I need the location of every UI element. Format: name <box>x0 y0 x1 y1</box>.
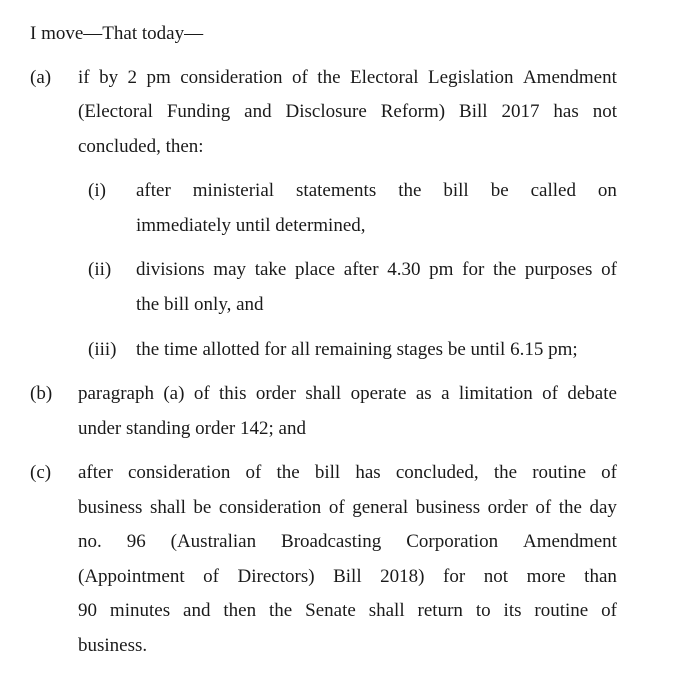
item-b-line-1: paragraph (a) of this order shall operate as a limitation of debate <box>78 383 617 404</box>
item-a-line-1: if by 2 pm consideration of the Electoral Legislation Amendment <box>78 67 617 88</box>
item-c-line-2: business shall be consideration of general business order of the day <box>78 497 617 518</box>
subitem-ii-line-1: divisions may take place after 4.30 pm for the purposes of <box>136 259 617 280</box>
subitem-ii-label: (ii) <box>88 259 112 280</box>
motion-intro: I move—That today— <box>30 23 204 44</box>
item-c-line-4: (Appointment of Directors) Bill 2018) for not more than <box>78 566 617 587</box>
item-a-line-3: concluded, then: <box>78 136 204 157</box>
item-b-line-2: under standing order 142; and <box>78 418 306 439</box>
item-c-label: (c) <box>30 462 52 483</box>
item-c-line-3: no. 96 (Australian Broadcasting Corporation Amendment <box>78 531 617 552</box>
subitem-iii-line-1: the time allotted for all remaining stages be until 6.15 pm; <box>136 339 578 360</box>
item-b-label: (b) <box>30 383 53 404</box>
subitem-ii-line-2: the bill only, and <box>136 294 264 315</box>
subitem-i-line-1: after ministerial statements the bill be called on <box>136 180 617 201</box>
item-c-line-1: after consideration of the bill has concluded, the routine of <box>78 462 617 483</box>
subitem-iii-label: (iii) <box>88 339 117 360</box>
subitem-i-line-2: immediately until determined, <box>136 215 366 236</box>
subitem-i-label: (i) <box>88 180 106 201</box>
item-a-label: (a) <box>30 67 52 88</box>
item-c-line-5: 90 minutes and then the Senate shall return to its routine of <box>78 600 617 621</box>
item-c-line-6: business. <box>78 635 148 656</box>
item-a-line-2: (Electoral Funding and Disclosure Reform) Bill 2017 has not <box>78 101 617 122</box>
